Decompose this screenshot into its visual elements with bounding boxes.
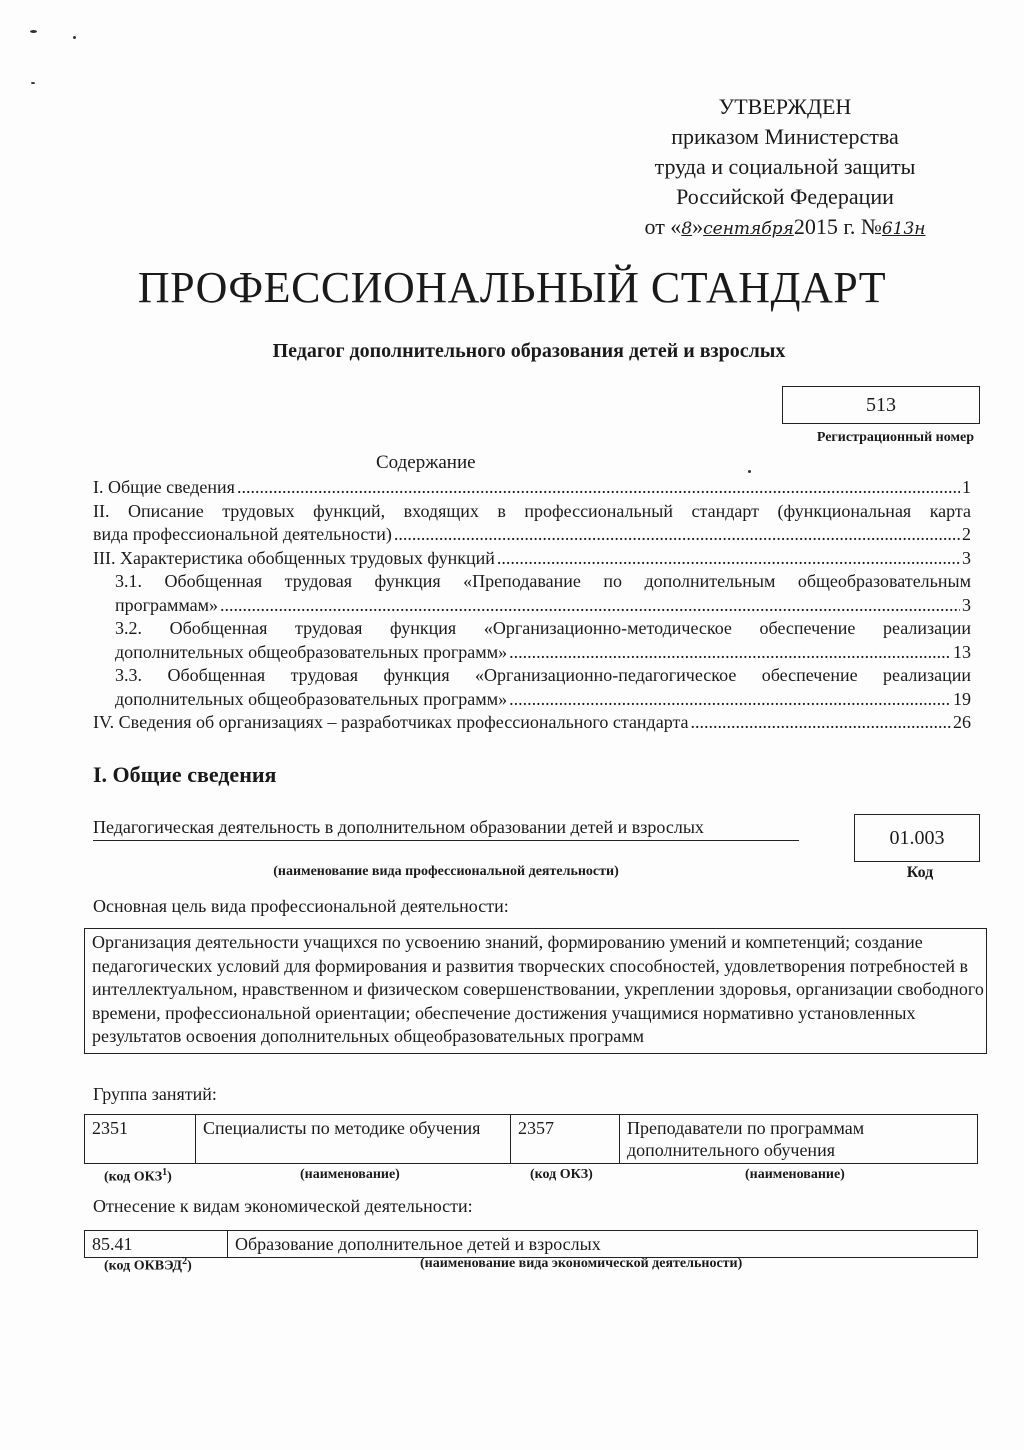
group-code-cell: 2357 (511, 1115, 620, 1164)
approval-line: УТВЕРЖДЕН (718, 94, 852, 119)
table-row (85, 1231, 978, 1258)
group-label: Группа занятий: (93, 1084, 217, 1104)
scan-speck (30, 30, 37, 33)
occupation-group-table (84, 1114, 978, 1164)
econ-caption-name: (наименование вида экономической деятельности) (420, 1256, 743, 1271)
toc-item[interactable]: 3.2. Обобщенная трудовая функция «Организационно-методическое обеспечение реализации дополнительных общеобразовательных программ» ..... 13 (93, 617, 971, 664)
order-day: 8 (681, 219, 693, 239)
activity-caption: (наименование вида профессиональной деятельности) (273, 864, 619, 879)
order-year: 2015 г. № (793, 214, 882, 239)
group-name-cell: Специалисты по методике обучения (196, 1115, 511, 1164)
scan-speck (748, 470, 751, 473)
order-line (600, 212, 970, 244)
approval-block (600, 92, 970, 244)
toc-item[interactable]: IV. Сведения об организациях – разработчиках профессионального стандарта ..... 26 (93, 711, 971, 735)
econ-name-cell: Образование дополнительное детей и взрослых (228, 1231, 978, 1258)
activity-name: Педагогическая деятельность в дополнительном образовании детей и взрослых (93, 816, 799, 841)
scan-speck (73, 36, 76, 39)
registration-number-label: Регистрационный номер (816, 430, 974, 445)
order-month: сентября (703, 219, 794, 239)
order-prefix: от « (644, 214, 682, 239)
approval-line: труда и социальной защиты (654, 154, 916, 179)
registration-number-box: 513 (782, 386, 980, 424)
approval-line: приказом Министерства (671, 124, 899, 149)
order-mid: » (692, 214, 704, 239)
approval-line: Российской Федерации (676, 184, 894, 209)
page-title: ПРОФЕССИОНАЛЬНЫЙ СТАНДАРТ (137, 263, 887, 312)
group-caption-code: (код ОКЗ) (530, 1167, 593, 1182)
group-name-cell: Преподаватели по программам дополнительного обучения (620, 1115, 978, 1164)
group-caption-name: (наименование) (300, 1167, 400, 1182)
goal-text-box: Организация деятельности учащихся по усвоению знаний, формированию умений и компетенций; создание педагогических условий для формирования и развития творческих способностей, удовлетворения потребностей в интеллектуальном, нравственном и физическом совершенствовании, укреплении здоровья, организации свободного времени, профессиональной ориентации; обеспечение достижения учащимися нормативно установленных результатов освоения дополнительных общеобразовательных программ (84, 928, 987, 1054)
econ-label: Отнесение к видам экономической деятельности: (93, 1196, 473, 1216)
toc-item[interactable]: I. Общие сведения ..... 1 (93, 476, 971, 500)
table-row (85, 1115, 978, 1164)
table-of-contents (93, 476, 971, 735)
group-code-cell: 2351 (85, 1115, 196, 1164)
contents-heading: Содержание (376, 452, 476, 473)
order-number: 613н (881, 219, 926, 239)
activity-code-caption: Код (906, 864, 934, 881)
section-title: I. Общие сведения (93, 762, 277, 787)
goal-label: Основная цель вида профессиональной деятельности: (93, 896, 509, 916)
economic-activity-table (84, 1230, 978, 1258)
toc-item[interactable]: III. Характеристика обобщенных трудовых функций ..... 3 (93, 547, 971, 571)
toc-item[interactable]: II. Описание трудовых функций, входящих в профессиональный стандарт (функциональная карта вида профессиональной деятельности) ..... 2 (93, 500, 971, 547)
scan-speck (31, 82, 35, 84)
toc-item[interactable]: 3.1. Обобщенная трудовая функция «Преподавание по дополнительным общеобразовательным программам» ..... 3 (93, 570, 971, 617)
econ-caption-code: (код ОКВЭД$^2$) (104, 1256, 192, 1274)
page-subtitle: Педагог дополнительного образования детей и взрослых (272, 340, 786, 362)
group-caption-code: (код ОКЗ$^1$) (104, 1167, 172, 1185)
activity-code-box: 01.003 (854, 814, 980, 862)
toc-item[interactable]: 3.3. Обобщенная трудовая функция «Организационно-педагогическое обеспечение реализации дополнительных общеобразовательных программ» ..... 19 (93, 664, 971, 711)
group-caption-name: (наименование) (745, 1167, 845, 1182)
econ-code-cell: 85.41 (85, 1231, 228, 1258)
